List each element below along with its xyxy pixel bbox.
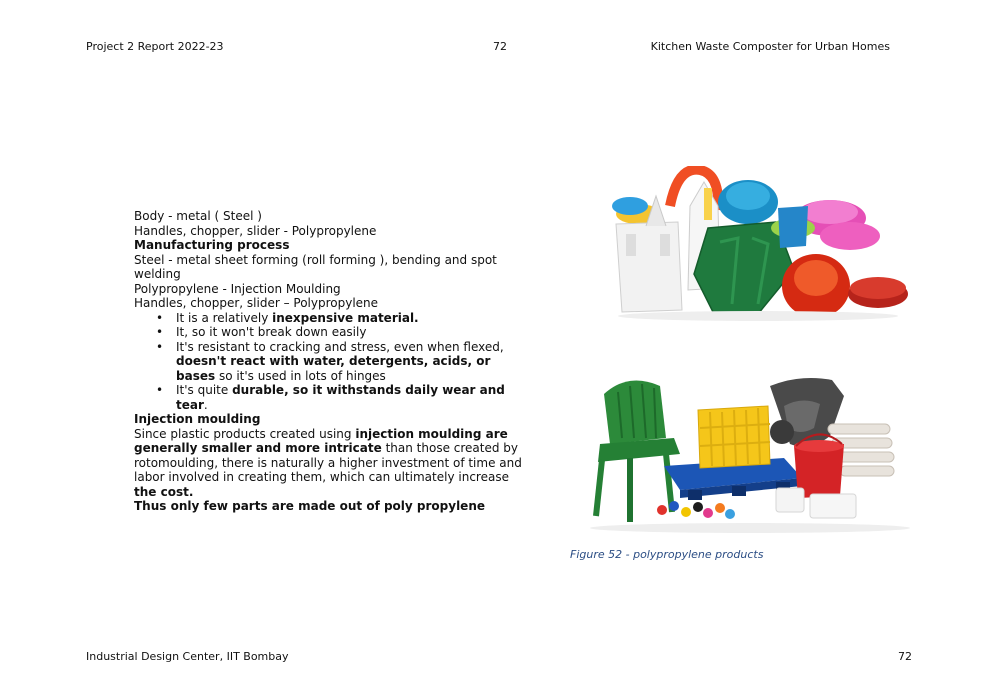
- header-page-number: 72: [493, 40, 507, 53]
- footer-page-number: 72: [898, 650, 912, 663]
- list-item: • It is a relatively inexpensive material.: [176, 311, 529, 326]
- section-heading: Manufacturing process: [134, 238, 290, 252]
- figure-caption: Figure 52 - polypropylene products: [570, 548, 764, 561]
- text-line: Handles, chopper, slider – Polypropylene: [134, 296, 379, 310]
- list-item: • It, so it won't break down easily: [176, 325, 529, 340]
- header-project-title: Kitchen Waste Composter for Urban Homes: [650, 40, 890, 53]
- polypropylene-containers-image: [608, 166, 913, 322]
- body-text: [134, 209, 529, 514]
- list-item: • It's resistant to cracking and stress, even when flexed, doesn't react with water, detergents, acids, or bases so it's used in lots of hinges: [176, 340, 529, 384]
- header-report-title: Project 2 Report 2022-23: [86, 40, 224, 53]
- text-line: Steel - metal sheet forming (roll forming ), bending and spot welding: [134, 252, 497, 281]
- section-heading: Injection moulding: [134, 412, 261, 426]
- footer-institution: Industrial Design Center, IIT Bombay: [86, 650, 289, 663]
- text-line: Body - metal ( Steel ): [134, 209, 262, 223]
- list-item: • It's quite durable, so it withstands daily wear and tear.: [176, 383, 529, 412]
- bullet-list: [134, 311, 529, 413]
- paragraph: Since plastic products created using injection moulding are generally smaller and more intricate than those created by rotomoulding, there is naturally a higher investment of time and labor involved in creating them, which can ultimately increase the cost.: [134, 426, 522, 499]
- conclusion: Thus only few parts are made out of poly propylene: [134, 499, 486, 513]
- polypropylene-products-image: [570, 366, 928, 536]
- text-line: Polypropylene - Injection Moulding: [134, 281, 341, 296]
- text-line: Handles, chopper, slider - Polypropylene: [134, 223, 377, 238]
